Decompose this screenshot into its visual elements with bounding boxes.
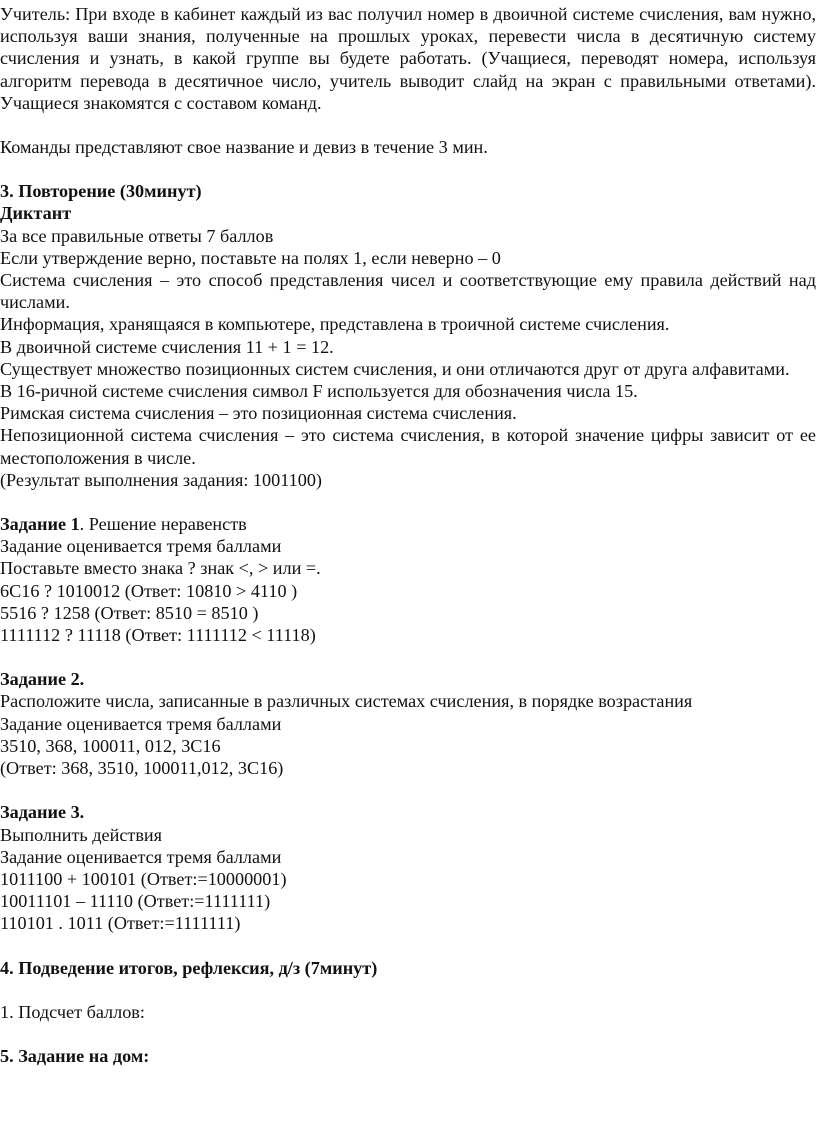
dictation-line: Информация, хранящаяся в компьютере, представлена в троичной системе счисления. [0, 314, 670, 335]
section5-heading-text: 5. Задание на дом: [0, 1045, 150, 1066]
section5-heading [0, 1045, 816, 1067]
teams-line: Команды представляют свое название и девиз в течение 3 мин. [0, 137, 488, 158]
task3-line: 1011100 + 100101 (Ответ:=10000001) [0, 868, 287, 889]
task1-title-rest: . Решение неравенств [79, 514, 247, 535]
task3-title [0, 801, 816, 823]
task1-line: 6С16 ? 1010012 (Ответ: 10810 > 4110 ) [0, 580, 298, 601]
section4-item1: 1. Подсчет баллов: [0, 1001, 145, 1022]
dictation-heading [0, 202, 816, 224]
dictation-line: Существует множество позиционных систем счисления, и они отличаются друг от друга алфавитами. [0, 358, 790, 379]
dictation-line: Если утверждение верно, поставьте на полях 1, если неверно – 0 [0, 247, 501, 268]
task3-line: 10011101 – 11110 (Ответ:=1111111) [0, 891, 271, 912]
dictation-heading-text: Диктант [0, 203, 72, 224]
task3-label: Задание 3. [0, 802, 85, 823]
task1-line: Поставьте вместо знака ? знак <, > или =. [0, 558, 321, 579]
dictation-line: Система счисления – это способ представления чисел и соответствующие ему правила действий над числами. [0, 270, 816, 313]
task1-line: Задание оценивается тремя баллами [0, 536, 282, 557]
task2-title [0, 668, 816, 690]
section3-heading-text: 3. Повторение (30минут) [0, 181, 202, 202]
dictation-line: За все правильные ответы 7 баллов [0, 225, 274, 246]
task2-line: (Ответ: 368, 3510, 100011,012, 3С16) [0, 758, 284, 779]
teacher-paragraph: Учитель: При входе в кабинет каждый из вас получил номер в двоичной системе счисления, вам нужно, используя ваши знания, полученные на прошлых уроках, перевести числа в десятичную систему счисления и узнать, в какой группе вы будете работать. (Учащиеся, переводят номера, используя алгоритм перевода в десятичное число, учитель выводит слайд на экран с правильными ответами). Учащиеся знакомятся с составом команд. [0, 4, 816, 113]
task2-line: 3510, 368, 100011, 012, 3С16 [0, 735, 221, 756]
task3-line: Выполнить действия [0, 824, 163, 845]
task1-line: 5516 ? 1258 (Ответ: 8510 = 8510 ) [0, 602, 259, 623]
task2-line: Задание оценивается тремя баллами [0, 713, 282, 734]
task1-label: Задание 1 [0, 514, 80, 535]
task3-line: 110101 . 1011 (Ответ:=1111111) [0, 913, 241, 934]
dictation-result: (Результат выполнения задания: 1001100) [0, 469, 322, 490]
dictation-line: Римская система счисления – это позиционная система счисления. [0, 403, 517, 424]
task2-line: Расположите числа, записанные в различных системах счисления, в порядке возрастания [0, 691, 693, 712]
task2-label: Задание 2. [0, 669, 85, 690]
section4-heading-text: 4. Подведение итогов, рефлексия, д/з (7минут) [0, 957, 378, 978]
task1-title [0, 513, 816, 535]
dictation-line: В 16-ричной системе счисления символ F используется для обозначения числа 15. [0, 381, 638, 402]
task3-line: Задание оценивается тремя баллами [0, 846, 282, 867]
section4-heading [0, 957, 816, 979]
section3-heading [0, 180, 816, 202]
dictation-line: Непозиционной система счисления – это система счисления, в которой значение цифры зависит от ее местоположения в числе. [0, 425, 816, 468]
task1-line: 1111112 ? 11118 (Ответ: 1111112 < 11118) [0, 625, 316, 646]
dictation-line: В двоичной системе счисления 11 + 1 = 12. [0, 336, 334, 357]
